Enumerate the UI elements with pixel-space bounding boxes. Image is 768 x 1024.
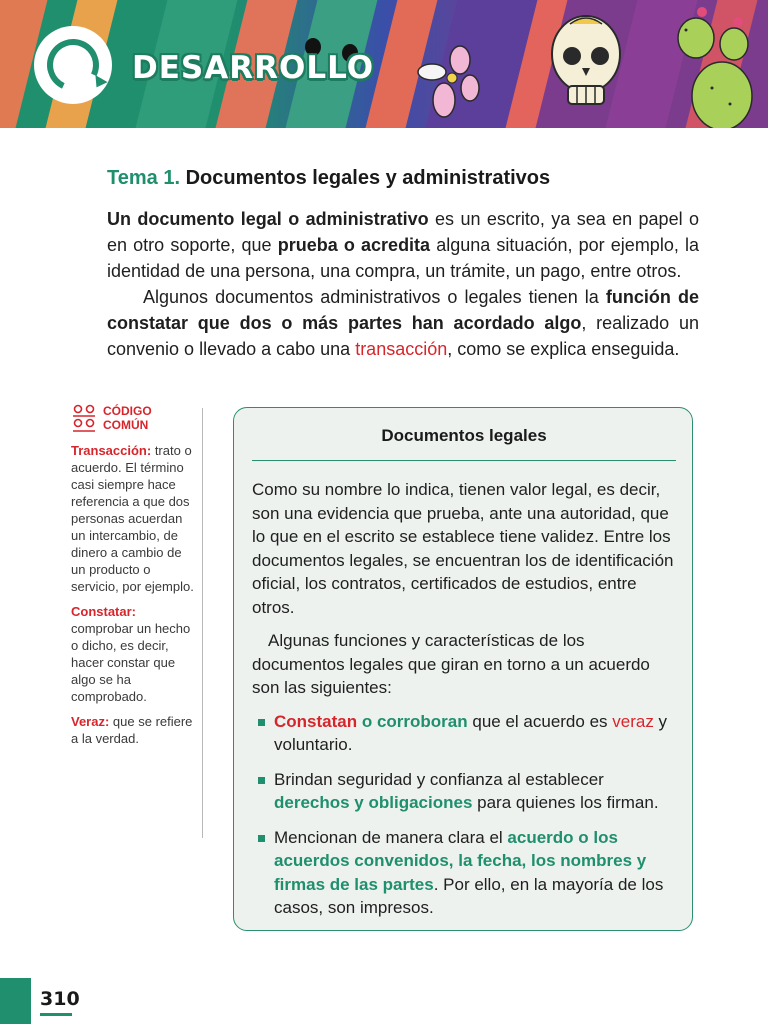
bullet-icon xyxy=(258,777,265,784)
theme-title: Documentos legales y administrativos xyxy=(185,167,551,189)
text: y voluntario. xyxy=(274,711,668,754)
glossary-term: Transacción: xyxy=(71,443,152,458)
glossary-term: Constatar: xyxy=(71,604,137,619)
flower-illustration xyxy=(414,44,484,120)
glossary-sidebar xyxy=(71,404,197,755)
list-item xyxy=(252,710,676,757)
features-list xyxy=(252,710,676,920)
highlight-term: Constatan xyxy=(274,711,358,731)
bullet-icon xyxy=(258,835,265,842)
glossary-entry xyxy=(71,713,197,747)
skull-illustration xyxy=(548,10,624,114)
text: . Por ello, en la mayoría de los casos, son impresos. xyxy=(274,874,664,917)
text: para quienes los firman. xyxy=(472,793,659,812)
theme-number: Tema 1. xyxy=(107,167,180,189)
footer-accent-bar xyxy=(0,978,31,1024)
intro-paragraph-1 xyxy=(107,206,699,284)
box-paragraph-2: Algunas funciones y características de los documentos legales que giran en torno a un acuerdo son las siguientes: xyxy=(252,631,650,697)
box-body xyxy=(252,478,676,931)
theme-heading xyxy=(107,164,699,192)
text: que el acuerdo es xyxy=(467,711,613,731)
glossary-term-link: transacción xyxy=(355,339,448,359)
text: es un escrito, ya sea en papel o en otro soporte, que xyxy=(107,209,699,255)
page-number: 310 xyxy=(40,988,80,1010)
bold-text: prueba o acredita xyxy=(277,235,431,255)
header-banner xyxy=(0,0,768,128)
glossary-definition: trato o acuerdo. El término casi siempre hace referencia a que dos personas acuerdan un intercambio, de dinero a cambio de un producto o servicio, por ejemplo. xyxy=(71,443,194,594)
glossary-term-link: veraz xyxy=(612,711,654,731)
box-paragraph-1: Como su nombre lo indica, tienen valor legal, es decir, son una evidencia que prueba, ante una autoridad, que lo que en el escrito se establece tiene validez. Entre los documentos legales, se encuentran los de identificación oficial, los contratos, certificados de estudios, entre otros. xyxy=(252,480,674,617)
glossary-definition: comprobar un hecho o dicho, es decir, hacer constar que algo se ha comprobado. xyxy=(71,621,191,704)
text: alguna situación, por ejemplo, la identidad de una persona, una compra, un trámite, un pago, entre otros. xyxy=(107,235,699,281)
highlight-term: o corroboran xyxy=(357,711,468,731)
text: Brindan seguridad y confianza al establecer xyxy=(274,769,604,789)
legal-documents-box xyxy=(233,407,693,931)
highlight-term: acuerdo o los acuerdos convenidos, la fecha, los nombres y firmas de las partes xyxy=(274,827,647,894)
glossary-label-line: COMÚN xyxy=(103,418,149,432)
bullet-icon xyxy=(258,719,265,726)
glossary-heading xyxy=(71,404,197,432)
section-logo xyxy=(34,26,112,104)
people-icon xyxy=(71,404,97,432)
bold-text: función de constatar que dos o más partes han acordado algo xyxy=(107,287,699,333)
arrow-icon xyxy=(90,75,107,91)
glossary-definition: que se refiere a la verdad. xyxy=(71,714,193,746)
glossary-entry xyxy=(71,603,197,705)
text: , realizado un convenio o llevado a cabo una xyxy=(107,313,699,359)
glossary-term: Veraz: xyxy=(71,714,110,729)
cactus-illustration xyxy=(672,4,762,128)
bold-text: Un documento legal o administrativo xyxy=(107,209,429,229)
box-divider xyxy=(252,460,676,461)
glossary-entry xyxy=(71,442,197,595)
cycle-icon xyxy=(40,32,107,99)
list-item xyxy=(252,768,676,815)
section-title: DESARROLLO xyxy=(132,50,375,86)
glossary-label-line: CÓDIGO xyxy=(103,404,152,418)
list-item xyxy=(252,826,676,920)
text: Algunos documentos administrativos o legales tienen la xyxy=(143,287,606,307)
text: Mencionan de manera clara el xyxy=(274,827,508,847)
highlight-term: derechos y obligaciones xyxy=(274,793,473,812)
glossary-label xyxy=(103,404,152,432)
text: , como se explica enseguida. xyxy=(447,339,680,359)
main-content xyxy=(107,164,699,362)
glossary-divider xyxy=(202,408,203,838)
intro-paragraph-2 xyxy=(107,284,699,362)
page-number-underline xyxy=(40,1013,72,1016)
box-title: Documentos legales xyxy=(381,426,547,445)
